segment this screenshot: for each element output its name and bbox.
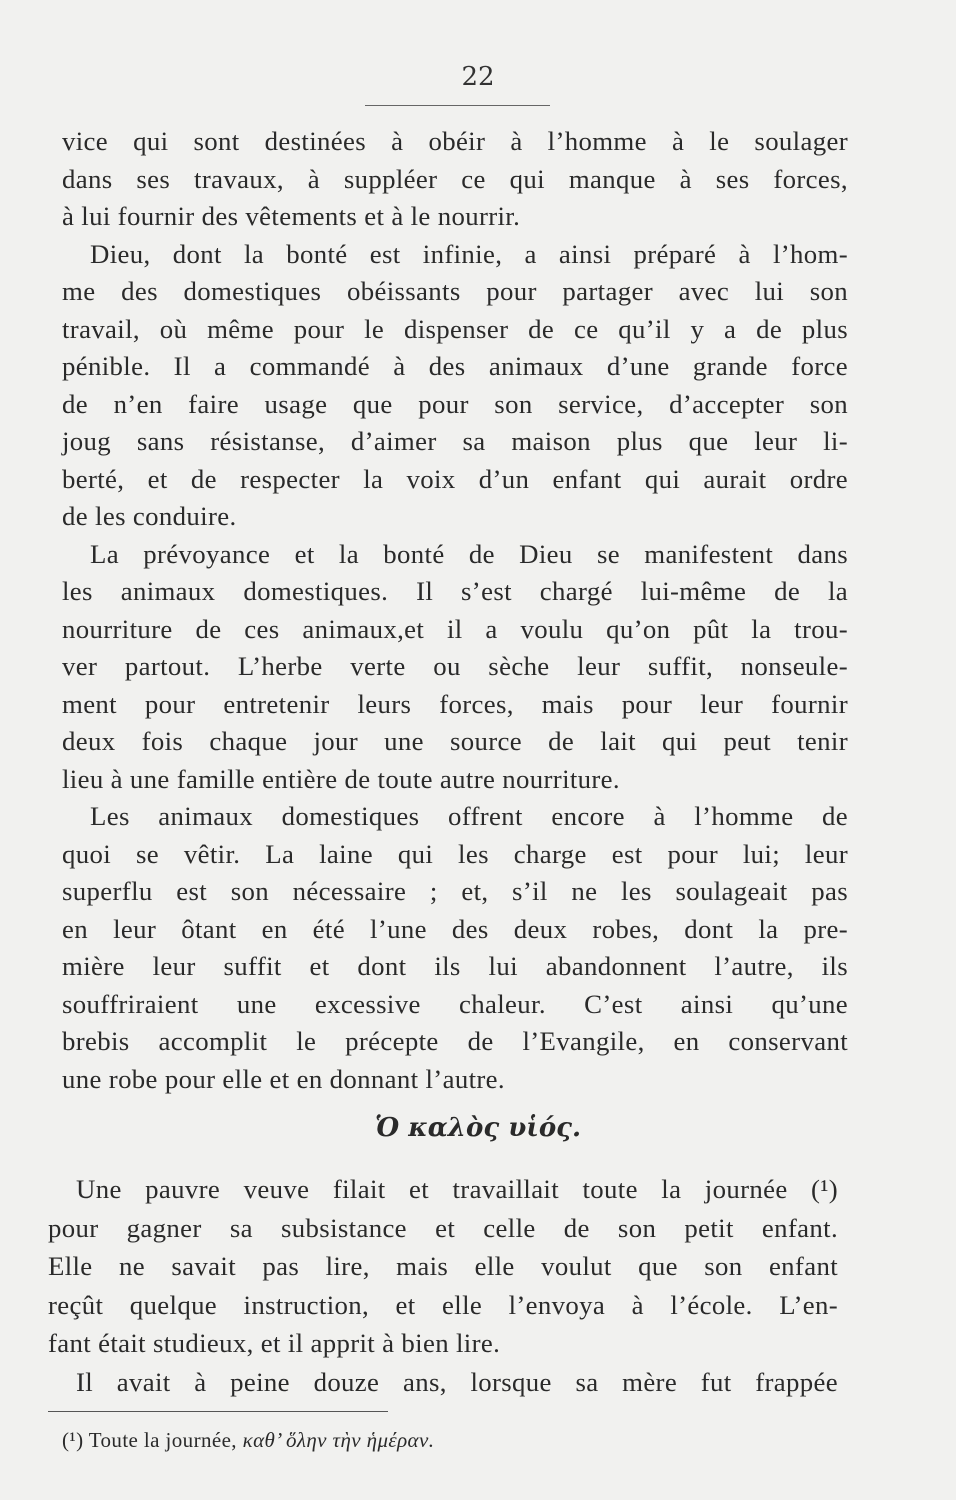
text-line: mière leur suffit et dont ils lui abandonnent l’autre, ils [62, 951, 848, 981]
text-line: une robe pour elle et en donnant l’autre. [62, 1063, 505, 1094]
page-number: 22 [461, 62, 495, 92]
story-text-block [48, 1170, 838, 1401]
text-line: me des domestiques obéissants pour partager avec lui son [62, 276, 848, 306]
text-line: deux fois chaque jour une source de lait qui peut tenir [62, 726, 848, 756]
text-line: travail, où même pour le dispenser de ce qu’il y a de plus [62, 313, 848, 344]
text-line: à lui fournir des vêtements et à le nourrir. [62, 201, 521, 231]
text-line: brebis accomplit le précepte de l’Evangile, en conservant [62, 1026, 848, 1056]
text-line: en leur ôtant en été l’une des deux robes, dont la pre- [62, 913, 848, 944]
text-line: dans ses travaux, à suppléer ce qui manque à ses forces, [62, 163, 848, 194]
text-line: Une pauvre veuve filait et travaillait toute la journée (¹) [76, 1174, 838, 1204]
text-line: vice qui sont destinées à obéir à l’homme à le soulager [62, 126, 848, 156]
text-line: pour gagner sa subsistance et celle de son petit enfant. [48, 1212, 838, 1243]
text-line: souffriraient une excessive chaleur. C’est ainsi qu’une [62, 988, 848, 1019]
text-line: Il avait à peine douze ans, lorsque sa mère fut frappée [76, 1366, 838, 1397]
text-line: lieu à une famille entière de toute autre nourriture. [62, 763, 620, 794]
footnote-rule [48, 1411, 388, 1412]
header-rule [365, 105, 550, 106]
text-line: Les animaux domestiques offrent encore à l’homme de [90, 801, 848, 831]
section-title: Ὁ καλὸς υἱός. [374, 1113, 582, 1143]
footnote [62, 1428, 434, 1453]
footnote-text: Toute la journée, [88, 1428, 237, 1452]
text-line: fant était studieux, et il apprit à bien lire. [48, 1328, 501, 1358]
footnote-greek: καθ’ ὅλην τὴν ἡμέραν. [242, 1428, 435, 1452]
text-line: joug sans résistanse, d’aimer sa maison plus que leur li- [62, 426, 848, 456]
text-line: de n’en faire usage que pour son service, d’accepter son [62, 388, 848, 419]
text-line: de les conduire. [62, 501, 237, 531]
text-line: nourriture de ces animaux,et il a voulu qu’on pût la trou- [62, 613, 848, 644]
text-line: La prévoyance et la bonté de Dieu se manifestent dans [90, 538, 848, 569]
text-line: ment pour entretenir leurs forces, mais pour leur fournir [62, 688, 848, 719]
text-line: superflu est son nécessaire ; et, s’il ne les soulageait pas [62, 876, 848, 906]
text-line: Elle ne savait pas lire, mais elle voulut que son enfant [48, 1251, 838, 1281]
text-line: les animaux domestiques. Il s’est chargé lui-même de la [62, 576, 848, 606]
text-line: reçût quelque instruction, et elle l’envoya à l’école. L’en- [48, 1289, 838, 1320]
text-line: quoi se vêtir. La laine qui les charge est pour lui; leur [62, 838, 848, 869]
text-line: berté, et de respecter la voix d’un enfant qui aurait ordre [62, 463, 848, 494]
text-line: pénible. Il a commandé à des animaux d’une grande force [62, 351, 848, 381]
text-line: Dieu, dont la bonté est infinie, a ainsi préparé à l’hom- [90, 238, 848, 269]
footnote-marker: (¹) [62, 1428, 84, 1452]
main-text-block [62, 123, 848, 1098]
text-line: ver partout. L’herbe verte ou sèche leur suffit, nonseule- [62, 651, 848, 681]
